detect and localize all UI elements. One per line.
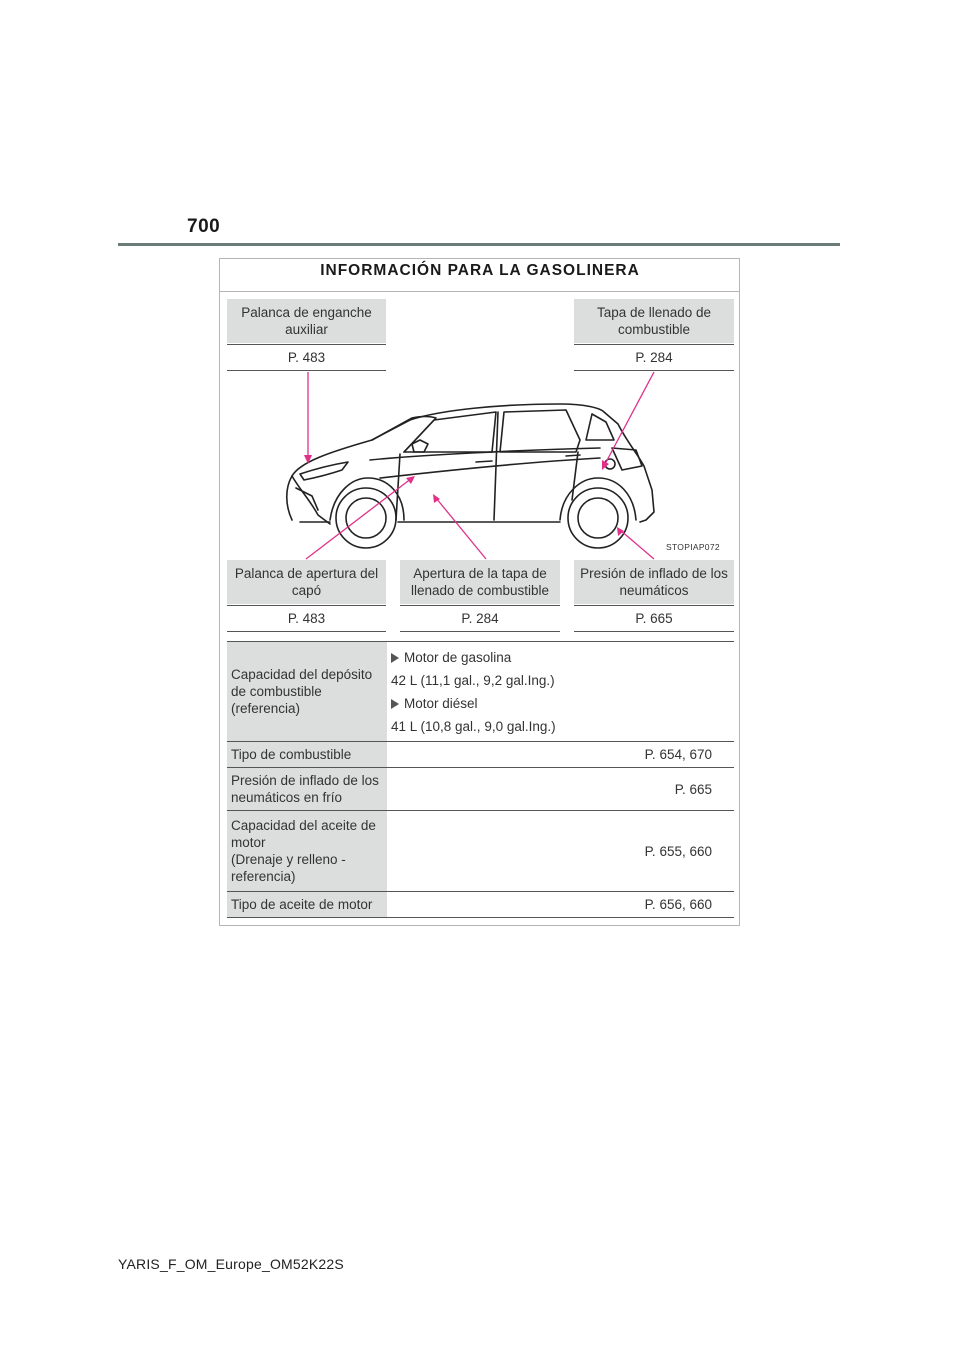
table-row xyxy=(227,742,734,768)
oil-capacity-label-line2: (Drenaje y relleno - referencia) xyxy=(231,852,346,884)
callout-tire-pressure-ref[interactable]: P. 665 xyxy=(574,605,734,632)
table-row xyxy=(227,811,734,892)
fuel-capacity-values xyxy=(387,642,734,742)
fuel-type-ref[interactable]: P. 654, 670 xyxy=(387,742,734,768)
gasoline-heading: Motor de gasolina xyxy=(404,650,512,665)
page-number: 700 xyxy=(187,216,221,237)
callout-hood-release-ref[interactable]: P. 483 xyxy=(227,605,386,632)
callout-fuel-door-opener-ref[interactable]: P. 284 xyxy=(400,605,560,632)
fuel-capacity-label: Capacidad del depósito de combustible (referencia) xyxy=(227,642,387,742)
triangle-bullet-icon xyxy=(391,653,399,663)
table-row xyxy=(227,768,734,811)
footer-doc-id: YARIS_F_OM_Europe_OM52K22S xyxy=(118,1256,344,1272)
triangle-bullet-icon xyxy=(391,699,399,709)
callout-hood-release-label: Palanca de apertura del capó xyxy=(227,560,386,604)
callout-fuel-cap-ref[interactable]: P. 284 xyxy=(574,344,734,371)
callout-tire-pressure-label: Presión de inflado de los neumáticos xyxy=(574,560,734,604)
diesel-value: 41 L (10,8 gal., 9,0 gal.Ing.) xyxy=(391,719,556,734)
section-title: INFORMACIÓN PARA LA GASOLINERA xyxy=(320,262,640,279)
oil-type-ref[interactable]: P. 656, 660 xyxy=(387,892,734,918)
illustration-code: STOPIAP072 xyxy=(666,542,720,552)
fuel-type-label: Tipo de combustible xyxy=(227,742,387,768)
callout-aux-latch-label: Palanca de enganche auxiliar xyxy=(227,299,386,343)
diesel-heading: Motor diésel xyxy=(404,696,478,711)
oil-capacity-label xyxy=(227,811,387,892)
spec-table xyxy=(227,641,734,918)
oil-capacity-label-line1: Capacidad del aceite de motor xyxy=(231,818,376,850)
callout-aux-latch-ref[interactable]: P. 483 xyxy=(227,344,386,371)
tire-pressure-cold-ref[interactable]: P. 665 xyxy=(387,768,734,811)
table-row xyxy=(227,892,734,918)
callout-fuel-door-opener-label: Apertura de la tapa de llenado de combustible xyxy=(400,560,560,604)
callout-fuel-cap-label: Tapa de llenado de combustible xyxy=(574,299,734,343)
tire-pressure-cold-label: Presión de inflado de los neumáticos en frío xyxy=(227,768,387,811)
oil-capacity-ref[interactable]: P. 655, 660 xyxy=(387,811,734,892)
gasoline-value: 42 L (11,1 gal., 9,2 gal.Ing.) xyxy=(391,673,555,688)
table-row xyxy=(227,642,734,742)
oil-type-label: Tipo de aceite de motor xyxy=(227,892,387,918)
